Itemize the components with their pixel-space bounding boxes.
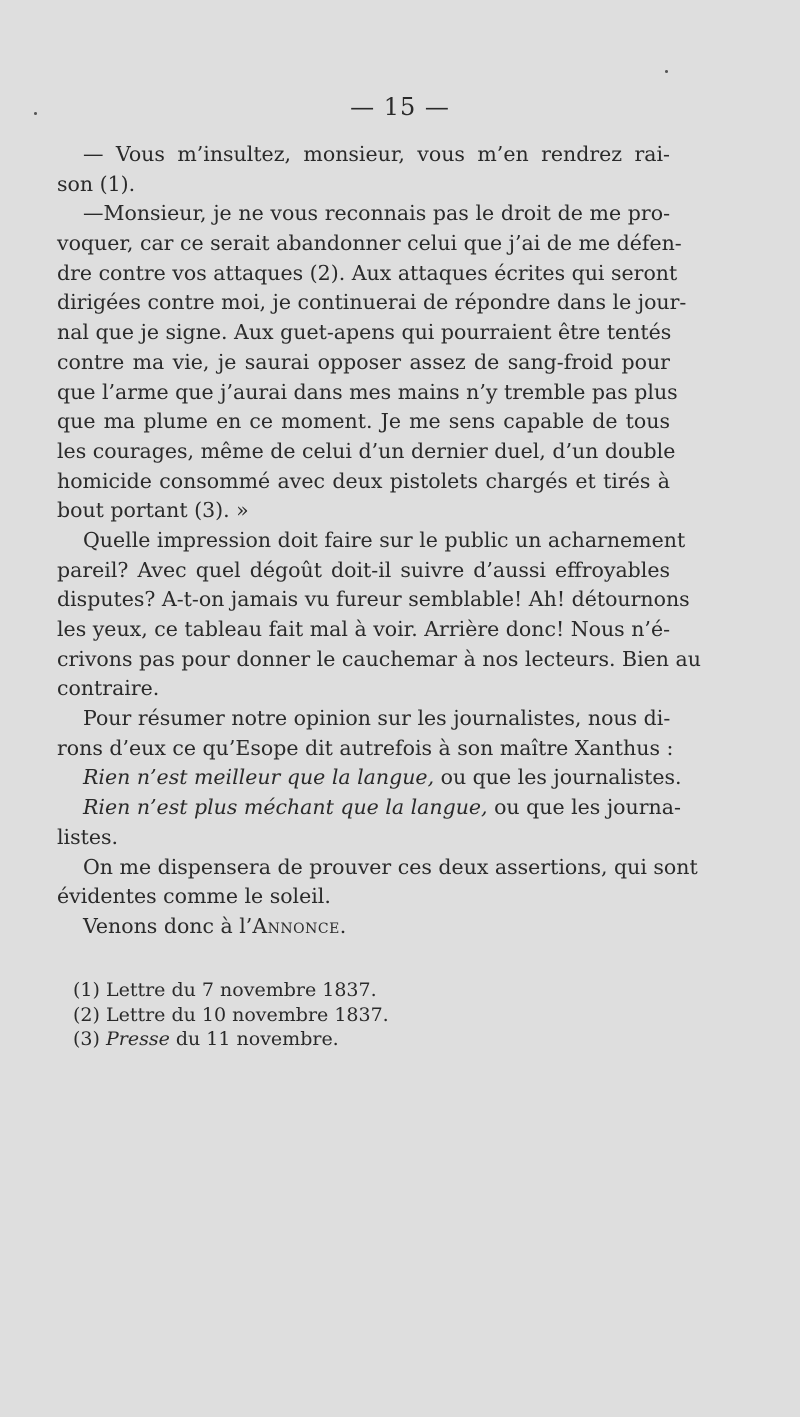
text-line: dre contre vos attaques (2). Aux attaques écrites qui seront (57, 260, 678, 285)
paper-speck (665, 70, 668, 73)
text-run: . (339, 913, 347, 938)
footnote (73, 1027, 493, 1052)
footnote-italic: Presse (105, 1028, 170, 1050)
text-line: nal que je signe. Aux guet-apens qui pourraient être tentés (57, 320, 672, 345)
text-run: Venons donc à l’ (83, 913, 253, 938)
italic-phrase: Rien n’est plus méchant que la langue, (83, 795, 488, 820)
text-line: crivons pas pour donner le cauchemar à nos lecteurs. Bien au (57, 646, 701, 671)
text-line: les courages, même de celui d’un dernier duel, d’un double (57, 438, 676, 463)
text-line: son (1). (57, 171, 136, 196)
text-line: bout portant (3). » (57, 498, 249, 523)
text-line: On me dispensera de prouver ces deux assertions, qui sont (83, 854, 698, 879)
text-line (57, 912, 670, 942)
footnote-mark: (1) (73, 979, 100, 1001)
text-line: évidentes comme le soleil. (57, 884, 331, 909)
text-line: — Vous m’insultez, monsieur, vous m’en rendrez rai- (83, 142, 670, 166)
text-line: —Monsieur, je ne vous reconnais pas le droit de me pro- (83, 201, 670, 226)
text-line: que l’arme que j’aurai dans mes mains n’y tremble pas plus (57, 379, 678, 404)
footnote-text: Lettre du 7 novembre 1837. (105, 979, 377, 1001)
text-line: listes. (57, 824, 119, 849)
text-run: ou que les journa- (487, 795, 681, 820)
text-line: contraire. (57, 676, 160, 701)
page-number: — 15 — (350, 93, 450, 121)
text-line: les yeux, ce tableau fait mal à voir. Arrière donc! Nous n’é- (57, 617, 670, 641)
text-line (57, 793, 681, 823)
footnotes (73, 978, 493, 1052)
text-line: contre ma vie, je saurai opposer assez de sang-froid pour (57, 349, 670, 374)
text-line (57, 763, 682, 793)
footnote (73, 1003, 493, 1028)
text-line: dirigées contre moi, je continuerai de répondre dans le jour- (57, 290, 687, 315)
text-line: homicide consommé avec deux pistolets chargés et tirés à (57, 468, 670, 493)
footnote-mark: (2) (73, 1003, 100, 1026)
text-line: Pour résumer notre opinion sur les journalistes, nous di- (83, 706, 671, 731)
text-line: que ma plume en ce moment. Je me sens capable de tous (57, 409, 670, 434)
text-line: rons d’eux ce qu’Esope dit autrefois à son maître Xanthus : (57, 735, 674, 760)
italic-phrase: Rien n’est meilleur que la langue, (83, 765, 435, 790)
text-line: voquer, car ce serait abandonner celui que j’ai de me défen- (57, 231, 682, 256)
text-line: Quelle impression doit faire sur le public un acharnement (83, 527, 686, 552)
text-run: ou que les journalistes. (434, 765, 682, 790)
footnote-text: du 11 novembre. (169, 1028, 339, 1050)
footnote-text: Lettre du 10 novembre 1837. (105, 1003, 389, 1026)
page-body (57, 140, 701, 942)
footnote-mark: (3) (73, 1028, 100, 1050)
footnote (73, 978, 493, 1003)
text-line: pareil? Avec quel dégoût doit-il suivre d’aussi effroyables (57, 557, 670, 582)
text-line: disputes? A-t-on jamais vu fureur semblable! Ah! détournons (57, 587, 690, 612)
small-caps-word: Annonce (252, 913, 340, 938)
